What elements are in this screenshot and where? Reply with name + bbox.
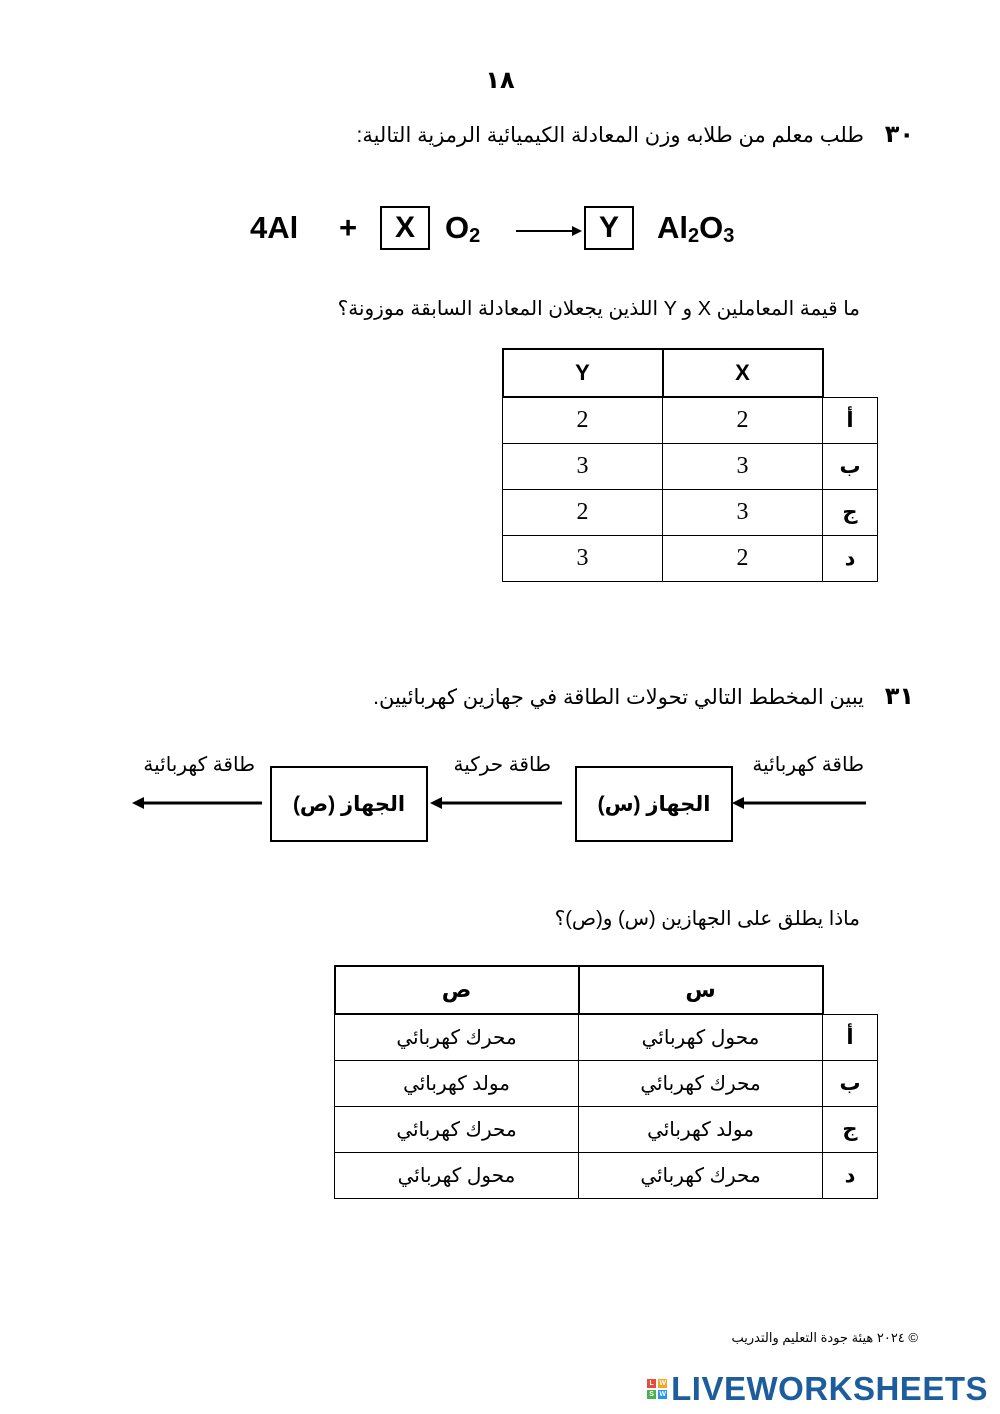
column-header-s: س — [579, 966, 823, 1014]
value-x: 3 — [663, 443, 823, 489]
question-31-text: يبين المخطط التالي تحولات الطاقة في جهازين كهربائيين. — [373, 686, 864, 709]
page-number: ١٨ — [485, 67, 515, 94]
option-row-b[interactable] — [503, 443, 878, 489]
reactant-oxygen: $O_2$ — [445, 210, 481, 247]
option-row-a[interactable] — [503, 397, 878, 443]
reactant-aluminum: 4Al — [250, 210, 299, 245]
plus-sign: + — [339, 210, 358, 245]
question-30-header — [60, 120, 914, 149]
brand-text: LIVEWORKSHEETS — [671, 1370, 988, 1407]
option-label: ب — [823, 443, 878, 489]
device-s-box: الجهاز (س) — [575, 766, 733, 842]
value-p: مولد كهربائي — [335, 1060, 579, 1106]
option-label: د — [823, 1152, 878, 1198]
option-label: ج — [823, 1106, 878, 1152]
value-s: محول كهربائي — [579, 1014, 823, 1060]
product-aluminum-oxide: $Al_2O_3$ — [657, 210, 735, 247]
reaction-arrow-icon — [516, 224, 582, 238]
value-x: 2 — [663, 535, 823, 581]
value-y: 2 — [503, 397, 663, 443]
option-label: أ — [823, 397, 878, 443]
value-x: 2 — [663, 397, 823, 443]
option-label: ب — [823, 1060, 878, 1106]
question-31-prompt: ماذا يطلق على الجهازين (س) و(ص)؟ — [554, 908, 860, 930]
question-30-options-table — [502, 348, 879, 582]
value-s: مولد كهربائي — [579, 1106, 823, 1152]
value-s: محرك كهربائي — [579, 1060, 823, 1106]
value-y: 2 — [503, 489, 663, 535]
question-30-number: ٣٠ — [884, 121, 914, 148]
liveworksheets-brand[interactable] — [647, 1370, 988, 1408]
option-row-c[interactable] — [335, 1106, 878, 1152]
arrow-left-icon — [132, 796, 262, 810]
value-p: محرك كهربائي — [335, 1014, 579, 1060]
value-y: 3 — [503, 535, 663, 581]
copyright-notice: © ٢٠٢٤ هيئة جودة التعليم والتدريب — [731, 1330, 918, 1345]
option-row-b[interactable] — [335, 1060, 878, 1106]
question-31-header — [60, 682, 914, 711]
chemical-equation — [0, 202, 1000, 262]
coefficient-y-box[interactable]: Y — [584, 206, 634, 250]
option-label: د — [823, 535, 878, 581]
value-p: محول كهربائي — [335, 1152, 579, 1198]
value-s: محرك كهربائي — [579, 1152, 823, 1198]
energy-diagram — [0, 750, 1000, 860]
output-energy-label: طاقة كهربائية — [143, 754, 255, 776]
table-corner — [823, 966, 878, 1014]
option-row-d[interactable] — [503, 535, 878, 581]
question-30-text: طلب معلم من طلابه وزن المعادلة الكيميائية الرمزية التالية: — [356, 124, 864, 147]
option-row-d[interactable] — [335, 1152, 878, 1198]
coefficient-x-box[interactable]: X — [380, 206, 430, 250]
arrow-left-icon — [430, 796, 562, 810]
column-header-x: X — [663, 349, 823, 397]
value-y: 3 — [503, 443, 663, 489]
value-p: محرك كهربائي — [335, 1106, 579, 1152]
question-30-prompt: ما قيمة المعاملين X و Y اللذين يجعلان المعادلة السابقة موزونة؟ — [337, 298, 860, 320]
option-label: ج — [823, 489, 878, 535]
middle-energy-label: طاقة حركية — [453, 754, 551, 776]
liveworksheets-logo-icon: L W S W — [647, 1379, 667, 1399]
column-header-p: ص — [335, 966, 579, 1014]
column-header-y: Y — [503, 349, 663, 397]
option-row-a[interactable] — [335, 1014, 878, 1060]
arrow-left-icon — [732, 796, 866, 810]
table-corner — [823, 349, 878, 397]
option-label: أ — [823, 1014, 878, 1060]
question-31-options-table — [334, 965, 879, 1199]
option-row-c[interactable] — [503, 489, 878, 535]
value-x: 3 — [663, 489, 823, 535]
input-energy-label: طاقة كهربائية — [752, 754, 864, 776]
device-p-box: الجهاز (ص) — [270, 766, 428, 842]
question-31-number: ٣١ — [884, 683, 914, 710]
